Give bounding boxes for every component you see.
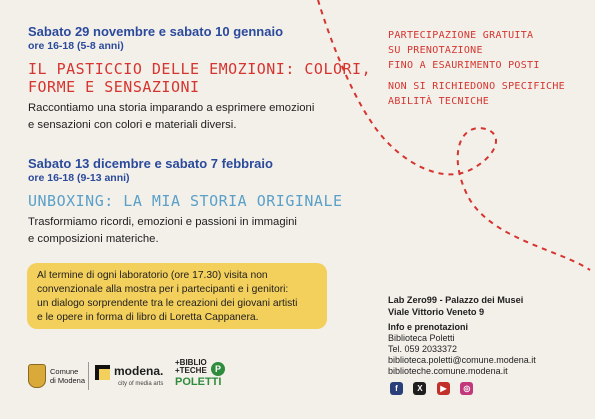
biblioteche-logo [175, 359, 207, 375]
info-line1: PARTECIPAZIONE GRATUITA [388, 30, 534, 41]
comune-line1: Comune [50, 367, 79, 376]
event-2-desc-line1: Trasformiamo ricordi, emozioni e passioni in immagini [28, 216, 297, 228]
contacts-web[interactable]: biblioteche.comune.modena.it [388, 366, 508, 376]
youtube-icon[interactable]: ▶ [437, 382, 450, 395]
logo-divider [88, 362, 89, 390]
address-line1: Lab Zero99 - Palazzo dei Musei [388, 295, 524, 305]
instagram-icon[interactable]: ◎ [460, 382, 473, 395]
event-1-desc-line2: e sensazioni con colori e materiali diversi. [28, 119, 237, 131]
event-1-title-line2: FORME E SENSAZIONI [28, 78, 200, 96]
biblio-line1: +BIBLIO [175, 358, 207, 367]
event-2-date: Sabato 13 dicembre e sabato 7 febbraio [28, 156, 273, 171]
visit-note-box [27, 263, 327, 329]
info-line2: SU PRENOTAZIONE [388, 45, 483, 56]
modena-logo-sub: city of media arts [118, 381, 164, 387]
social-icons [390, 378, 479, 396]
info-line4: NON SI RICHIEDONO SPECIFICHE [388, 81, 565, 92]
info-line3: FINO A ESAURIMENTO POSTI [388, 60, 540, 71]
event-1-desc-line1: Raccontiamo una storia imparando a esprimere emozioni [28, 102, 315, 114]
comune-line2: di Modena [50, 376, 86, 385]
comune-crest-icon [28, 364, 46, 388]
event-2-title: UNBOXING: LA MIA STORIA ORIGINALE [28, 192, 343, 210]
x-icon[interactable]: X [413, 382, 426, 395]
contacts-email[interactable]: biblioteca.poletti@comune.modena.it [388, 355, 536, 365]
contacts-phone[interactable]: Tel. 059 2033372 [388, 344, 458, 354]
event-1-time: ore 16-18 (5-8 anni) [28, 40, 124, 52]
note-line3: un dialogo sorprendente tra le creazioni dei giovani artisti [37, 298, 298, 309]
event-2-time: ore 16-18 (9-13 anni) [28, 172, 130, 184]
note-line4: e le opere in forma di libro di Loretta Cappanera. [37, 312, 259, 323]
contacts-org: Biblioteca Poletti [388, 333, 455, 343]
biblio-line2: +TECHE [175, 366, 207, 375]
note-line1: Al termine di ogni laboratorio (ore 17.30) visita non [37, 270, 268, 281]
poletti-logo-text: POLETTI [175, 376, 222, 388]
modena-logo-name: modena. [114, 364, 164, 378]
comune-logo-text [50, 367, 85, 385]
participation-info [388, 28, 588, 109]
facebook-icon[interactable]: f [390, 382, 403, 395]
contacts-heading: Info e prenotazioni [388, 322, 468, 332]
modena-logo-icon [95, 365, 110, 380]
address-line2: Viale Vittorio Veneto 9 [388, 307, 485, 317]
event-1-date: Sabato 29 novembre e sabato 10 gennaio [28, 24, 284, 39]
note-line2: convenzionale alla mostra per i partecipanti e i genitori: [37, 284, 289, 295]
event-2-desc-line2: e composizioni materiche. [28, 233, 159, 245]
poletti-p-icon: P [211, 362, 225, 376]
info-line5: ABILITÀ TECNICHE [388, 96, 490, 107]
event-1-title-line1: IL PASTICCIO DELLE EMOZIONI: COLORI, [28, 60, 372, 78]
